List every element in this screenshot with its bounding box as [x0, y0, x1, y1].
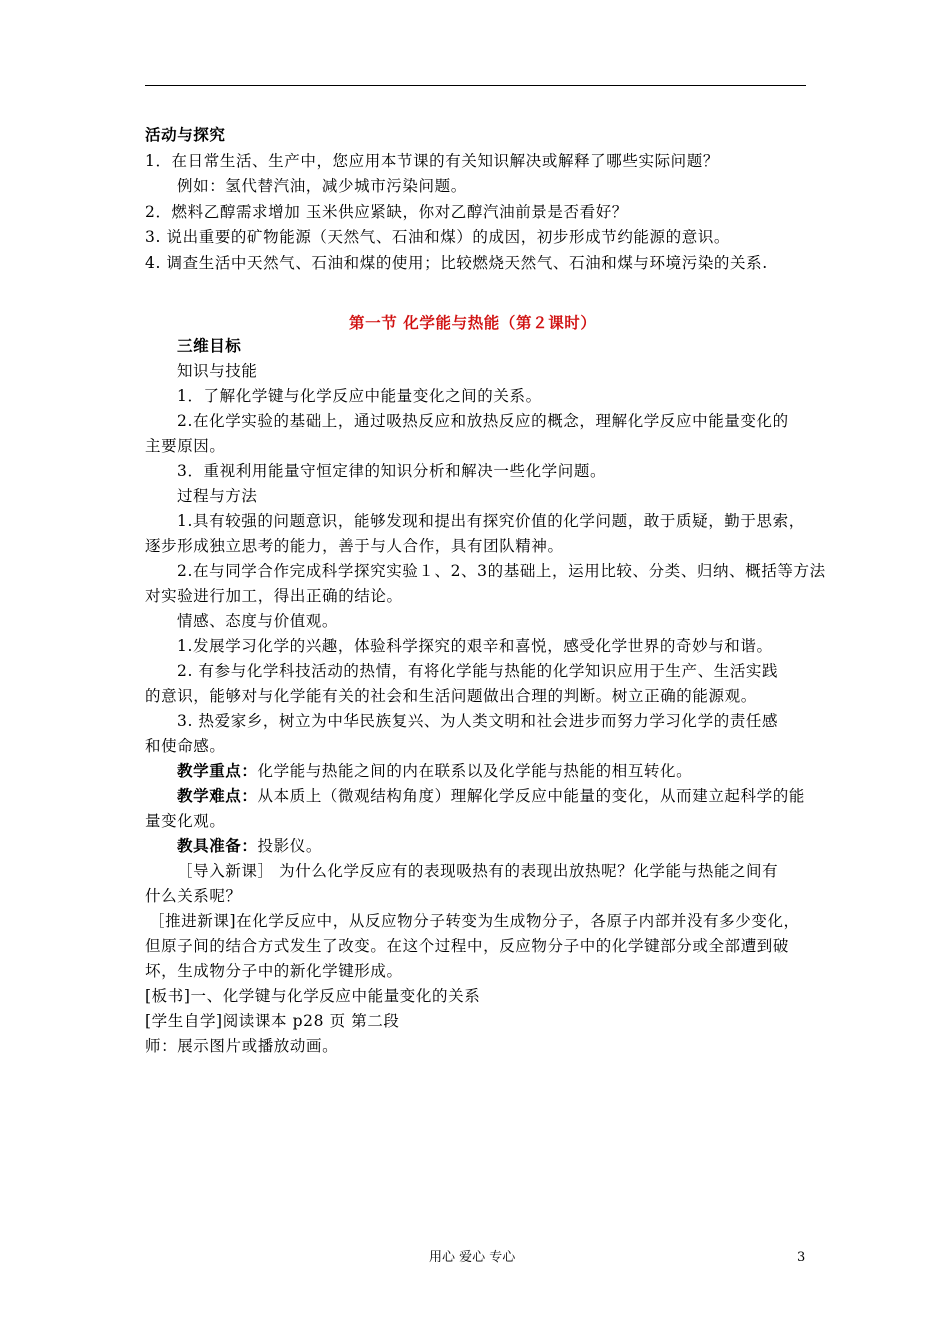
emotion-item-3-line-1: 3. 热爱家乡，树立为中华民族复兴、为人类文明和社会进步而努力学习化学的责任感 — [177, 712, 779, 730]
board-note: [板书]一、化学键与化学反应中能量变化的关系 — [145, 987, 481, 1005]
teaching-tools-text: 投影仪。 — [257, 837, 322, 855]
process-heading: 过程与方法 — [177, 487, 258, 505]
activity-question-4: 4. 调查生活中天然气、石油和煤的使用；比较燃烧天然气、石油和煤与环境污染的关系. — [145, 254, 768, 272]
knowledge-item-1: 1．了解化学键与化学反应中能量变化之间的关系。 — [177, 387, 542, 405]
knowledge-heading: 知识与技能 — [177, 362, 258, 380]
activity-question-3: 3. 说出重要的矿物能源（天然气、石油和煤）的成因，初步形成节约能源的意识。 — [145, 228, 731, 246]
section-title: 第一节 化学能与热能（第２课时） — [349, 313, 597, 332]
emotion-item-2-line-1: 2. 有参与化学科技活动的热情，有将化学能与热能的化学知识应用于生产、生活实践 — [177, 662, 779, 680]
activity-question-2: 2．燃料乙醇需求增加 玉米供应紧缺，你对乙醇汽油前景是否看好？ — [145, 203, 628, 221]
teaching-tools-label: 教具准备： — [177, 836, 258, 855]
activity-question-1: 1．在日常生活、生产中，您应用本节课的有关知识解决或解释了哪些实际问题？ — [145, 152, 719, 170]
emotion-item-1: 1.发展学习化学的兴趣，体验科学探究的艰辛和喜悦，感受化学世界的奇妙与和谐。 — [177, 637, 773, 655]
advance-line-3: 坏，生成物分子中的新化学键形成。 — [145, 962, 403, 980]
emotion-item-2-line-2: 的意识，能够对与化学能有关的社会和生活问题做出合理的判断。树立正确的能源观。 — [145, 687, 757, 705]
process-item-1-line-1: 1.具有较强的问题意识，能够发现和提出有探究价值的化学问题，敢于质疑，勤于思索， — [177, 512, 805, 530]
knowledge-item-2-line-2: 主要原因。 — [145, 437, 226, 455]
process-item-2-line-2: 对实验进行加工，得出正确的结论。 — [145, 587, 403, 605]
teaching-focus-text: 化学能与热能之间的内在联系以及化学能与热能的相互转化。 — [257, 762, 693, 780]
teaching-focus-label: 教学重点： — [177, 761, 258, 780]
teaching-focus — [177, 761, 692, 781]
teaching-difficulty-label: 教学难点： — [177, 786, 258, 805]
footer-motto: 用心 爱心 专心 — [429, 1250, 516, 1265]
goals-heading: 三维目标 — [177, 336, 242, 355]
knowledge-item-2-line-1: 2.在化学实验的基础上，通过吸热反应和放热反应的概念，理解化学反应中能量变化的 — [177, 412, 789, 430]
intro-line-1: ［导入新课］ 为什么化学反应有的表现吸热有的表现出放热呢？化学能与热能之间有 — [177, 862, 779, 880]
teaching-difficulty — [177, 786, 805, 806]
emotion-heading: 情感、态度与价值观。 — [177, 612, 339, 630]
advance-line-1: ［推进新课]在化学反应中，从反应物分子转变为生成物分子，各原子内部并没有多少变化， — [149, 912, 800, 930]
emotion-item-3-line-2: 和使命感。 — [145, 737, 226, 755]
activity-question-1-example: 例如：氢代替汽油，减少城市污染问题。 — [177, 177, 467, 195]
intro-line-2: 什么关系呢？ — [145, 887, 242, 905]
header-rule — [145, 85, 806, 86]
process-item-2-line-1: 2.在与同学合作完成科学探究实验１、2、3的基础上，运用比较、分类、归纳、概括等方法 — [177, 562, 826, 580]
self-study-note: [学生自学]阅读课本 p28 页 第二段 — [145, 1012, 400, 1030]
teaching-difficulty-text: 从本质上（微观结构角度）理解化学反应中能量的变化，从而建立起科学的能 — [257, 787, 805, 805]
advance-line-2: 但原子间的结合方式发生了改变。在这个过程中，反应物分子中的化学键部分或全部遭到破 — [145, 937, 790, 955]
teaching-difficulty-line-2: 量变化观。 — [145, 812, 226, 830]
teaching-tools — [177, 836, 322, 856]
teacher-note: 师：展示图片或播放动画。 — [145, 1037, 339, 1055]
process-item-1-line-2: 逐步形成独立思考的能力，善于与人合作，具有团队精神。 — [145, 537, 564, 555]
activity-heading: 活动与探究 — [145, 125, 226, 144]
knowledge-item-3: 3．重视利用能量守恒定律的知识分析和解决一些化学问题。 — [177, 462, 607, 480]
page-number: 3 — [797, 1250, 806, 1265]
